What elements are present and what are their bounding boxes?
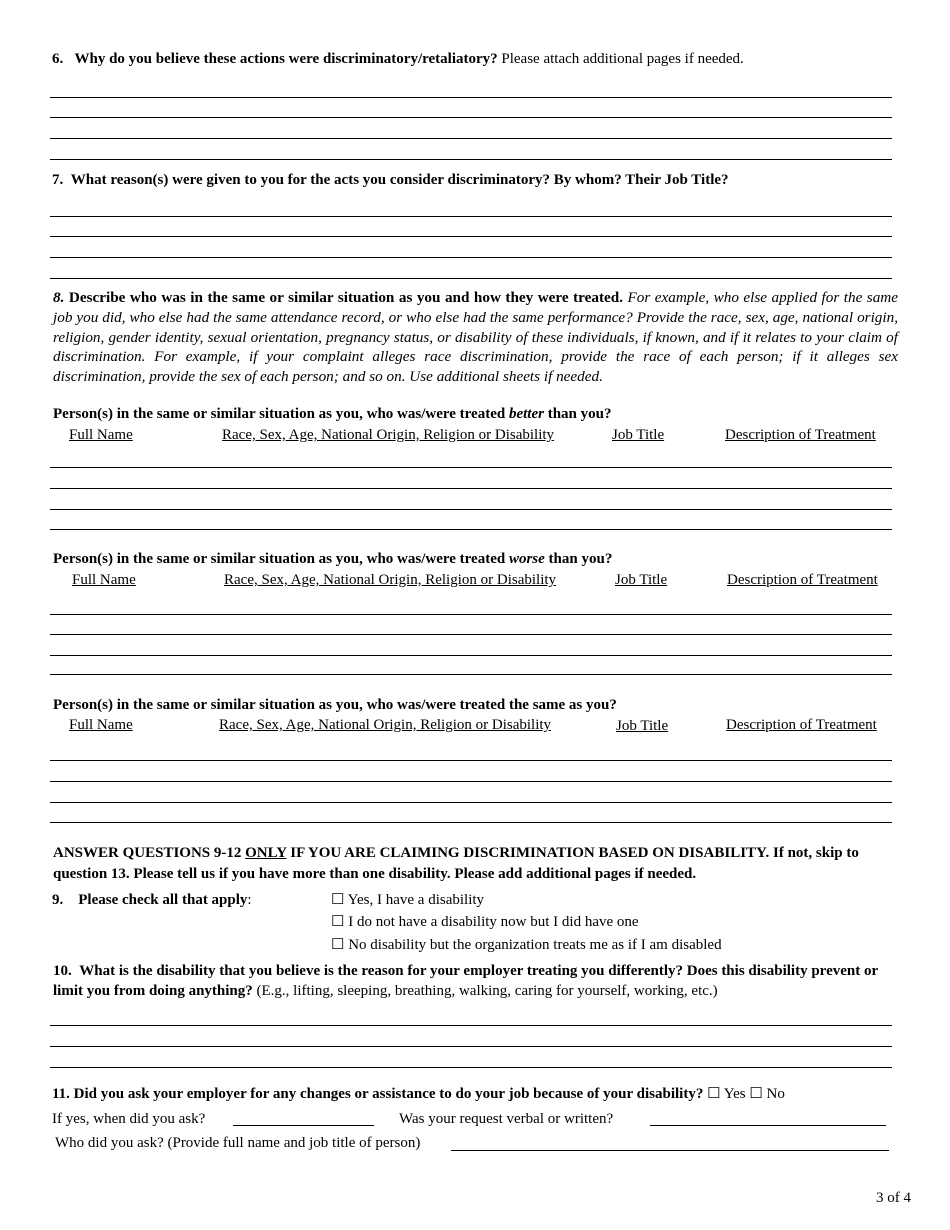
answer-line[interactable] xyxy=(50,236,892,237)
answer-line[interactable] xyxy=(50,97,892,98)
answer-line[interactable] xyxy=(50,822,892,823)
question-6-text: Why do you believe these actions were discriminatory/retaliatory? xyxy=(74,51,498,67)
answer-line[interactable] xyxy=(50,1025,892,1026)
question-11-yes-label: Yes xyxy=(723,1086,746,1102)
better-heading-suffix: than you? xyxy=(547,406,612,422)
answer-line[interactable] xyxy=(50,278,892,279)
disability-option[interactable] xyxy=(331,936,722,956)
question-10-number: 10. xyxy=(53,963,72,979)
answer-line[interactable] xyxy=(50,1046,892,1047)
disability-option[interactable] xyxy=(331,913,639,933)
better-heading-prefix: Person(s) in the same or similar situation as you, who was/were treated xyxy=(53,406,506,422)
answer-line[interactable] xyxy=(50,159,892,160)
better-heading-emphasis: better xyxy=(508,406,544,422)
worse-heading xyxy=(53,550,612,570)
disability-notice-pre: ANSWER QUESTIONS 9-12 xyxy=(53,845,242,861)
who-asked-field[interactable] xyxy=(451,1136,889,1151)
answer-line[interactable] xyxy=(50,257,892,258)
disability-option[interactable] xyxy=(331,891,484,911)
answer-line[interactable] xyxy=(50,634,892,635)
col-header-treatment: Description of Treatment xyxy=(727,572,878,588)
answer-line[interactable] xyxy=(50,529,892,530)
question-10-examples: (E.g., lifting, sleeping, breathing, walking, caring for yourself, working, etc.) xyxy=(256,983,718,999)
question-10-text: What is the disability that you believe is the reason for your employer treating you differently? Does this disability prevent or limit you from doing anything? xyxy=(53,963,878,999)
checkbox-icon[interactable]: ☐ xyxy=(331,937,345,953)
col-header-job-title: Job Title xyxy=(616,718,669,734)
col-header-characteristics: Race, Sex, Age, National Origin, Religion or Disability xyxy=(224,572,557,588)
col-header-job-title: Job Title xyxy=(615,572,668,588)
question-8 xyxy=(53,288,898,387)
disability-option-label: I do not have a disability now but I did have one xyxy=(348,914,639,930)
question-9-colon: : xyxy=(247,892,252,908)
answer-line[interactable] xyxy=(50,138,892,139)
answer-line[interactable] xyxy=(50,655,892,656)
col-header-treatment: Description of Treatment xyxy=(725,427,876,443)
question-8-number: 8. xyxy=(53,289,65,306)
when-asked-field[interactable] xyxy=(233,1111,374,1126)
question-9 xyxy=(52,891,252,911)
question-11 xyxy=(52,1085,785,1105)
col-header-characteristics: Race, Sex, Age, National Origin, Religion or Disability xyxy=(219,717,552,733)
col-header-job-title: Job Title xyxy=(612,427,665,443)
question-9-number: 9. xyxy=(52,892,64,908)
checkbox-icon[interactable]: ☐ xyxy=(331,914,345,930)
question-11-text: 11. Did you ask your employer for any changes or assistance to do your job because of your disability? xyxy=(52,1086,704,1102)
question-6 xyxy=(52,50,744,70)
disability-notice xyxy=(53,843,893,884)
question-10 xyxy=(53,961,893,1001)
disability-option-label: No disability but the organization treats me as if I am disabled xyxy=(348,937,722,953)
answer-line[interactable] xyxy=(50,509,892,510)
answer-line[interactable] xyxy=(50,467,892,468)
answer-line[interactable] xyxy=(50,1067,892,1068)
col-header-full-name: Full Name xyxy=(72,572,136,588)
question-7 xyxy=(52,171,729,191)
disability-option-label: Yes, I have a disability xyxy=(347,892,485,908)
worse-heading-emphasis: worse xyxy=(508,551,545,567)
answer-line[interactable] xyxy=(50,760,892,761)
verbal-written-label: Was your request verbal or written? xyxy=(399,1111,614,1127)
checkbox-icon[interactable]: ☐ xyxy=(749,1086,763,1102)
answer-line[interactable] xyxy=(50,216,892,217)
when-asked-label: If yes, when did you ask? xyxy=(52,1111,206,1127)
answer-line[interactable] xyxy=(50,117,892,118)
question-6-number: 6. xyxy=(52,51,64,67)
disability-notice-post: IF YOU ARE CLAIMING DISCRIMINATION BASED ON DISABILITY. If not, skip to question 13. Please tell us if you have more than one disability. Please add additional pages if needed. xyxy=(53,845,859,882)
answer-line[interactable] xyxy=(50,488,892,489)
col-header-full-name: Full Name xyxy=(69,717,133,733)
question-8-text: Describe who was in the same or similar situation as you and how they were treated. xyxy=(68,289,624,306)
worse-heading-prefix: Person(s) in the same or similar situation as you, who was/were treated xyxy=(53,551,506,567)
question-7-number: 7. xyxy=(52,172,64,188)
disability-notice-only: ONLY xyxy=(245,845,287,861)
col-header-characteristics: Race, Sex, Age, National Origin, Religion or Disability xyxy=(222,427,555,443)
answer-line[interactable] xyxy=(50,674,892,675)
question-6-note: Please attach additional pages if needed. xyxy=(501,51,744,67)
better-heading xyxy=(53,405,611,425)
question-9-label: Please check all that apply xyxy=(78,892,248,908)
answer-line[interactable] xyxy=(50,802,892,803)
same-heading: Person(s) in the same or similar situation as you, who was/were treated the same as you? xyxy=(53,697,617,713)
question-7-text: What reason(s) were given to you for the acts you consider discriminatory? By whom? Their Job Title? xyxy=(70,172,729,188)
question-11-when xyxy=(52,1110,205,1130)
col-header-treatment: Description of Treatment xyxy=(726,717,877,733)
checkbox-icon[interactable]: ☐ xyxy=(707,1086,721,1102)
col-header-full-name: Full Name xyxy=(69,427,133,443)
worse-heading-suffix: than you? xyxy=(548,551,613,567)
checkbox-icon[interactable]: ☐ xyxy=(331,892,345,908)
answer-line[interactable] xyxy=(50,614,892,615)
answer-line[interactable] xyxy=(50,781,892,782)
question-8-instructions: For example, who else applied for the same job you did, who else had the same attendance record, or who else had the same performance? Provide the race, sex, age, national origin, religion, gender identity, sexual orientation, pregnancy status, or disability of these individuals, if known, and if it relates to your claim of discrimination. For example, if your complaint alleges race discrimination, provide the race of each person; if it alleges sex discrimination, provide the sex of each person; and so on. Use additional sheets if needed. xyxy=(53,289,898,386)
who-asked-label: Who did you ask? (Provide full name and job title of person) xyxy=(55,1135,421,1151)
page-number: 3 of 4 xyxy=(876,1190,911,1206)
question-11-no-label: No xyxy=(766,1086,785,1102)
verbal-written-field[interactable] xyxy=(650,1111,886,1126)
